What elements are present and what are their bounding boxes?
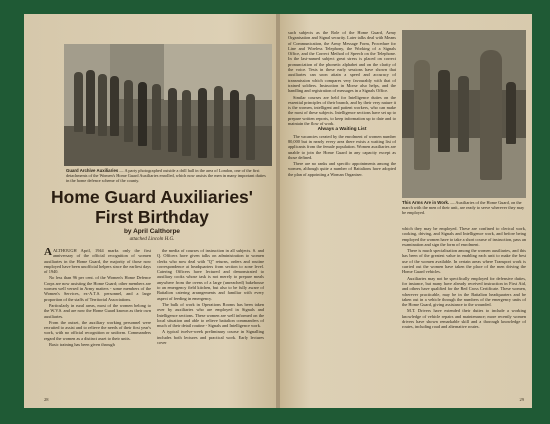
left-column-1: AALTHOUGH April, 1944 marks only the first anniversary of the official recognition of women auxiliaries in the Home Guard, the majority of those now employed have been unofficial helpers since the earliest days of 1940. No less than 96 per cent. of the Women's Home Defence Corps are now assisting the Home Guard; other members are women well versed in Army matters - some members of the Women's Services, ex-A.T.S. personnel, and a large proportion of the staffs of Territorial Associations. Particularly in rural areas, most of the women belong to the W.V.S. and are now the Home Guard known as their own auxiliaries. From the outset, the auxiliary working personnel were recruited to assist and to relieve the needs of their first year's work, with no official recognition or uniform. Commanders regard the women as a distinct asset to their units. Basic training has been given through [44, 248, 151, 348]
left-column-2: the media of courses of instruction in all subjects. S. and Q. Officers have given talks on administration to women clerks who now deal with "Q" returns, orders and routine correspondence at headquarters from section to zone level. Catering Officers have lectured and demonstrated to auxiliary cooks whose task is not merely to prepare meals anywhere from the ovens of a large (unreached) bakehouse to an emergency field kitchen, but also to be fully aware of Battalion catering arrangements and familiar with every aspect of feeding in emergency. The bulk of work in Operations Rooms has been taken over by auxiliaries who are employed in Signals and Intelligence sections. These women are well informed on the local situation and able to relieve battalion commanders of much of their detail routine - Signals and Intelligence work. A typical twelve-week preliminary course in Signalling includes both lectures and practical work. Early lectures cover [157, 248, 264, 346]
right-column-1: such subjects as the Role of the Home Guard, Army Organisation and Signal security. Later talks deal with Means of Communication, the Army Message Form, Procedure for Line and Wireless Telephony, the Working of a Signals Office, and the Correct Method of Speech on the Telephone. In the last-named subject great stress is placed on correct pronunciation of the phonetic alphabet and on the clarity of the voice. Tests in these early sessions have shown that auxiliaries can soon attain a speed and accuracy of transmission which compares very favourably with that of trained soldiers. Instruction in Morse also helps, and the handling and registration of messages in a Signals Office. Similar courses are held for Intelligence duties on the essential principles of their branch, and by their very nature it is the women, intelligent and patient workers, who can make the most of these subjects. Intelligence sections have set up to prepare written reports, to keep information up to date and to maintain the flow of work. Always a Waiting List The vacancies created by the enrolment of women number 80,000 but in nearly every area there exists a waiting list of applicants from the female population. Women auxiliaries are unable to join the Home Guard in any capacity except as those defined. There are no ranks and specific appointments among the women, although quite a number of Battalions have adopted the plan of appointing a Woman Organiser. [288, 30, 396, 177]
section-subhead: Always a Waiting List [317, 127, 367, 133]
magazine-spread [24, 14, 532, 408]
left-photo-caption: Guard Archive Auxiliaries — A party photographed outside a drill hall in the area of London, one of the first detachments of the Women's Home Guard Auxiliaries enrolled, which now assists the men in many important duties in the home defence scheme of the county. [66, 168, 266, 184]
article-title: Home Guard Auxiliaries' First Birthday [51, 187, 253, 227]
right-column-2: which they may be employed. These are confined to clerical work, cooking, driving, and Signals and Intelligence work, and before being employed the women have to take a short course of instruction, pass an examination and sign the form of enrolment. There is much specialisation among the women auxiliaries, and this has been of the greatest value in enabling each unit to make the best use of the women available. In certain areas where Transport work is carried out the women have taken the place of the men driving the Home Guard vehicles. Auxiliaries may not be specifically employed for defensive duties, for instance, but many have already received instruction in First Aid, and others have qualified for the Red Cross Certificate. These women, wherever practicable, may be in the Battalion headquarters and be taken out in a vehicle through the numbers of the emergency units of the Home Guard, giving assistance to the wounded. M.T. Drivers have extended their duties to include a working knowledge of vehicle repairs and maintenance; more recently women drivers have shown remarkable skill and a thorough knowledge of routes, including road and alternative routes. [402, 226, 526, 330]
auxiliaries-marching-photo [402, 30, 526, 198]
article-byline: by April Calthorpe [123, 228, 181, 235]
left-page [24, 14, 278, 408]
left-page-number: 28 [44, 397, 49, 402]
right-page-number: 29 [519, 397, 524, 402]
auxiliaries-group-photo [64, 44, 272, 166]
right-page [280, 14, 532, 408]
article-byline-note: attached Lincoln H.G. [129, 237, 175, 242]
right-photo-caption: This Arms Are in Work. — Auxiliaries of the Home Guard, on the march with the men of their unit, are ready to serve wherever they may be employed. [402, 200, 525, 216]
